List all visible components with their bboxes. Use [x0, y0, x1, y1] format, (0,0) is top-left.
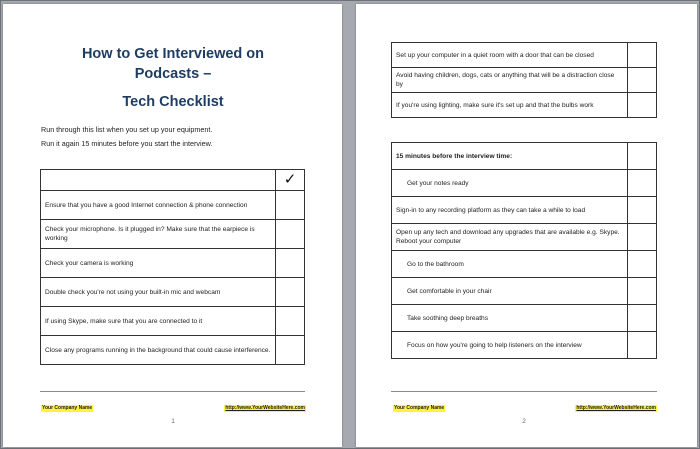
checkbox-cell[interactable] [276, 249, 305, 278]
checklist-table [40, 169, 305, 365]
row-text: Avoid having children, dogs, cats or anything that will be a distraction close by [392, 68, 628, 93]
row-text: Check your camera is working [41, 249, 276, 278]
row-text: Close any programs running in the background that could cause interference. [41, 336, 276, 365]
table-row [392, 251, 657, 278]
footer-website-link[interactable]: http://www.YourWebsiteHere.com [225, 405, 305, 411]
row-text: Sign-in to any recording platform as they can take a while to load [392, 197, 628, 224]
checkbox-cell[interactable] [628, 68, 657, 93]
title-line-3: Tech Checklist [122, 94, 224, 110]
page-number: 2 [522, 418, 526, 425]
table-row [392, 278, 657, 305]
document-title [23, 44, 323, 112]
row-text: Set up your computer in a quiet room with a door that can be closed [392, 43, 628, 68]
section-header-row [392, 143, 657, 170]
footer-divider [40, 391, 305, 392]
checkbox-cell[interactable] [276, 278, 305, 307]
section-title: 15 minutes before the interview time: [392, 143, 628, 170]
footer-company-name: Your Company Name [394, 405, 445, 411]
row-text: Check your microphone. Is it plugged in? Make sure that the earpiece is working [41, 220, 276, 249]
row-text: Go to the bathroom [392, 251, 628, 278]
row-text: Focus on how you're going to help listeners on the interview [392, 332, 628, 359]
table-row [392, 170, 657, 197]
checkbox-cell[interactable] [628, 43, 657, 68]
header-check-cell [276, 170, 305, 191]
table-row [392, 93, 657, 118]
table-row [41, 307, 305, 336]
table-row [392, 68, 657, 93]
table-row [392, 43, 657, 68]
checkbox-cell[interactable] [276, 191, 305, 220]
table-header-row [41, 170, 305, 191]
table-row [392, 197, 657, 224]
row-text: Double check you're not using your built-in mic and webcam [41, 278, 276, 307]
table-row [392, 332, 657, 359]
title-line-1: How to Get Interviewed on [81, 46, 265, 62]
checkbox-cell[interactable] [276, 307, 305, 336]
fifteen-minute-checklist-table [391, 142, 657, 359]
header-cell [41, 170, 276, 191]
footer-website-link[interactable]: http://www.YourWebsiteHere.com [576, 405, 656, 411]
checkbox-cell[interactable] [628, 332, 657, 359]
checkbox-cell[interactable] [628, 224, 657, 251]
page-1 [3, 4, 342, 447]
checkbox-cell[interactable] [628, 251, 657, 278]
table-row [41, 336, 305, 365]
title-line-2: Podcasts – [134, 66, 212, 82]
row-text: Take soothing deep breaths [392, 305, 628, 332]
row-text: Ensure that you have a good Internet connection & phone connection [41, 191, 276, 220]
checkbox-cell[interactable] [628, 170, 657, 197]
checkbox-cell[interactable] [628, 93, 657, 118]
row-text: If using Skype, make sure that you are connected to it [41, 307, 276, 336]
checkbox-cell[interactable] [276, 220, 305, 249]
header-check-cell [628, 143, 657, 170]
table-row [41, 191, 305, 220]
row-text: Get comfortable in your chair [392, 278, 628, 305]
table-row [41, 278, 305, 307]
checkbox-cell[interactable] [628, 278, 657, 305]
row-text: If you're using lighting, make sure it's set up and that the bulbs work [392, 93, 628, 118]
checkbox-cell[interactable] [276, 336, 305, 365]
footer-divider [391, 391, 657, 392]
checklist-table-continued [391, 42, 657, 118]
table-row [392, 224, 657, 251]
footer-company-name: Your Company Name [42, 405, 93, 411]
page-2 [356, 4, 697, 447]
intro-line-1: Run through this list when you set up your equipment. [41, 125, 213, 134]
checkbox-cell[interactable] [628, 305, 657, 332]
table-row [41, 249, 305, 278]
row-text: Open up any tech and download any upgrades that are available e.g. Skype. Reboot your computer [392, 224, 628, 251]
checkbox-cell[interactable] [628, 197, 657, 224]
table-row [41, 220, 305, 249]
check-mark-icon: ✓ [283, 171, 297, 188]
intro-line-2: Run it again 15 minutes before you start the interview. [41, 139, 213, 148]
row-text: Get your notes ready [392, 170, 628, 197]
table-row [392, 305, 657, 332]
page-number: 1 [171, 418, 175, 425]
